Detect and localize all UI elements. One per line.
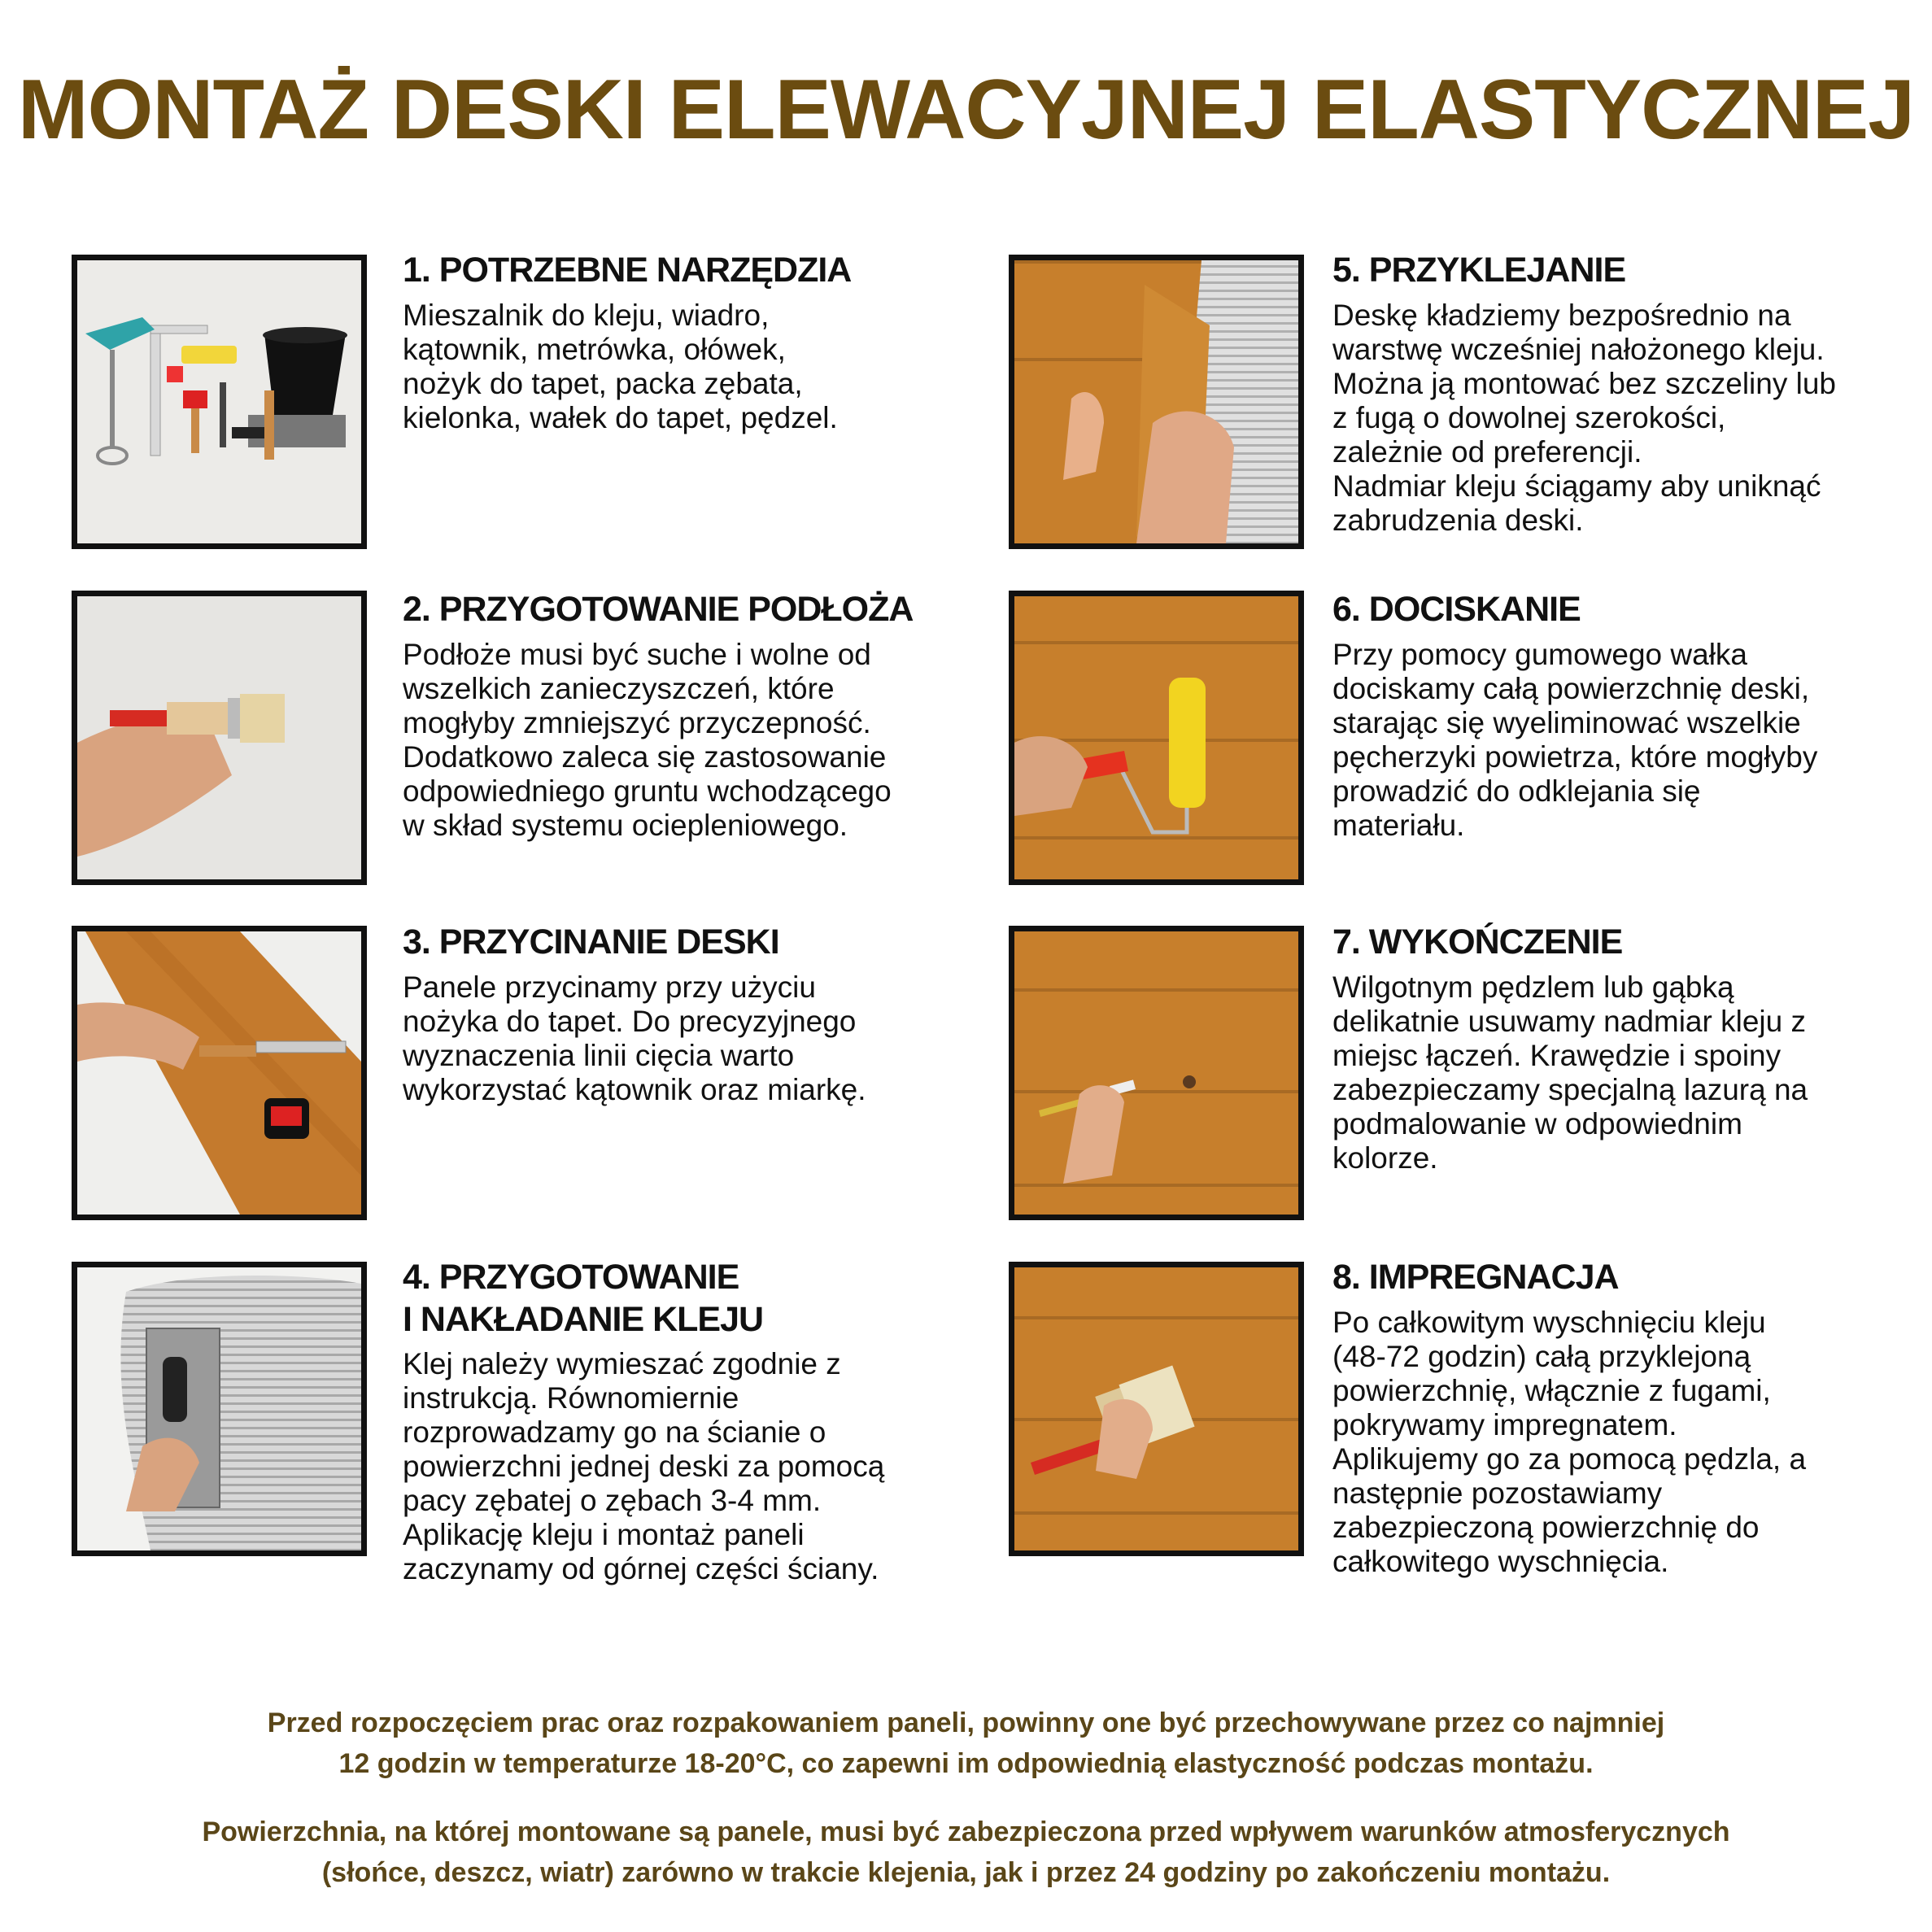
- gluing-photo: [1009, 255, 1304, 549]
- step-2-body: Podłoże musi być suche i wolne od wszelkich zanieczyszczeń, które mogłyby zmniejszyć przyczepność. Dodatkowo zaleca się zastosowanie odpowiedniego gruntu wchodzącego w skład systemu ociepleniowego.: [403, 637, 892, 842]
- step-4-title: 4. PRZYGOTOWANIE I NAKŁADANIE KLEJU: [403, 1258, 764, 1339]
- trowel-photo: [72, 1262, 367, 1556]
- step-5-text: [1332, 250, 1902, 538]
- step-8-body: Po całkowitym wyschnięciu kleju (48-72 godzin) całą przyklejoną powierzchnię, włącznie z fugami, pokrywamy impregnatem. Aplikujemy go za pomocą pędzla, a następnie pozostawiamy zabezpieczoną powierzchnię do całkowitego wyschnięcia.: [1332, 1305, 1807, 1578]
- step-3-title: 3. PRZYCINANIE DESKI: [403, 922, 779, 962]
- step-8-text: [1332, 1257, 1902, 1579]
- step-4-text: [403, 1257, 972, 1586]
- step-3-text: [403, 922, 972, 1107]
- step-7-body: Wilgotnym pędzlem lub gąbką delikatnie usuwamy nadmiar kleju z miejsc łączeń. Krawędzie i spoiny zabezpieczamy specjalną lazurą na podmalowanie w odpowiednim kolorze.: [1332, 970, 1808, 1175]
- step-7-text: [1332, 922, 1902, 1175]
- footer-note-1: Przed rozpoczęciem prac oraz rozpakowaniem paneli, powinny one być przechowywane przez co najmniej 12 godzin w temperaturze 18-20°C, co zapewni im odpowiednią elastyczność podczas montażu.: [267, 1707, 1665, 1779]
- step-2-title: 2. PRZYGOTOWANIE PODŁOŻA: [403, 590, 914, 629]
- step-1-body: Mieszalnik do kleju, wiadro, kątownik, metrówka, ołówek, nożyk do tapet, packa zębata, kielonka, wałek do tapet, pędzel.: [403, 298, 838, 434]
- brush-wall-photo: [72, 591, 367, 885]
- step-6-text: [1332, 589, 1902, 843]
- finishing-photo: [1009, 926, 1304, 1220]
- footer-note-storage: [0, 1703, 1932, 1784]
- roller-photo: [1009, 591, 1304, 885]
- footer-note-2: Powierzchnia, na której montowane są panele, musi być zabezpieczona przed wpływem warunków atmosferycznych (słońce, deszcz, wiatr) zarówno w trakcie klejenia, jak i przez 24 godziny po zakończeniu montażu.: [202, 1816, 1730, 1888]
- step-6-body: Przy pomocy gumowego wałka dociskamy całą powierzchnię deski, starając się wyeliminować wszelkie pęcherzyki powietrza, które mogłyby prowadzić do odklejania się materiału.: [1332, 637, 1818, 842]
- impregnation-photo: [1009, 1262, 1304, 1556]
- step-4-body: Klej należy wymieszać zgodnie z instrukcją. Równomiernie rozprowadzamy go na ścianie o powierzchni jednej deski za pomocą pacy zębatej o zębach 3-4 mm. Aplikację kleju i montaż paneli zaczynamy od górnej części ściany.: [403, 1347, 885, 1586]
- step-5-body: Deskę kładziemy bezpośrednio na warstwę wcześniej nałożonego kleju. Można ją montować bez szczeliny lub z fugą o dowolnej szerokości, zależnie od preferencji. Nadmiar kleju ściągamy aby uniknąć zabrudzenia deski.: [1332, 298, 1837, 537]
- step-1-title: 1. POTRZEBNE NARZĘDZIA: [403, 251, 852, 290]
- step-6-title: 6. DOCISKANIE: [1332, 590, 1581, 629]
- step-1-text: [403, 250, 972, 435]
- page-title: MONTAŻ DESKI ELEWACYJNEJ ELASTYCZNEJ: [17, 63, 1915, 157]
- step-2-text: [403, 589, 972, 843]
- step-5-title: 5. PRZYKLEJANIE: [1332, 251, 1626, 290]
- tools-photo: [72, 255, 367, 549]
- step-8-title: 8. IMPREGNACJA: [1332, 1258, 1619, 1297]
- footer-note-weather: [0, 1812, 1932, 1893]
- step-3-body: Panele przycinamy przy użyciu nożyka do tapet. Do precyzyjnego wyznaczenia linii cięcia warto wykorzystać kątownik oraz miarkę.: [403, 970, 866, 1106]
- cutting-photo: [72, 926, 367, 1220]
- step-7-title: 7. WYKOŃCZENIE: [1332, 922, 1623, 962]
